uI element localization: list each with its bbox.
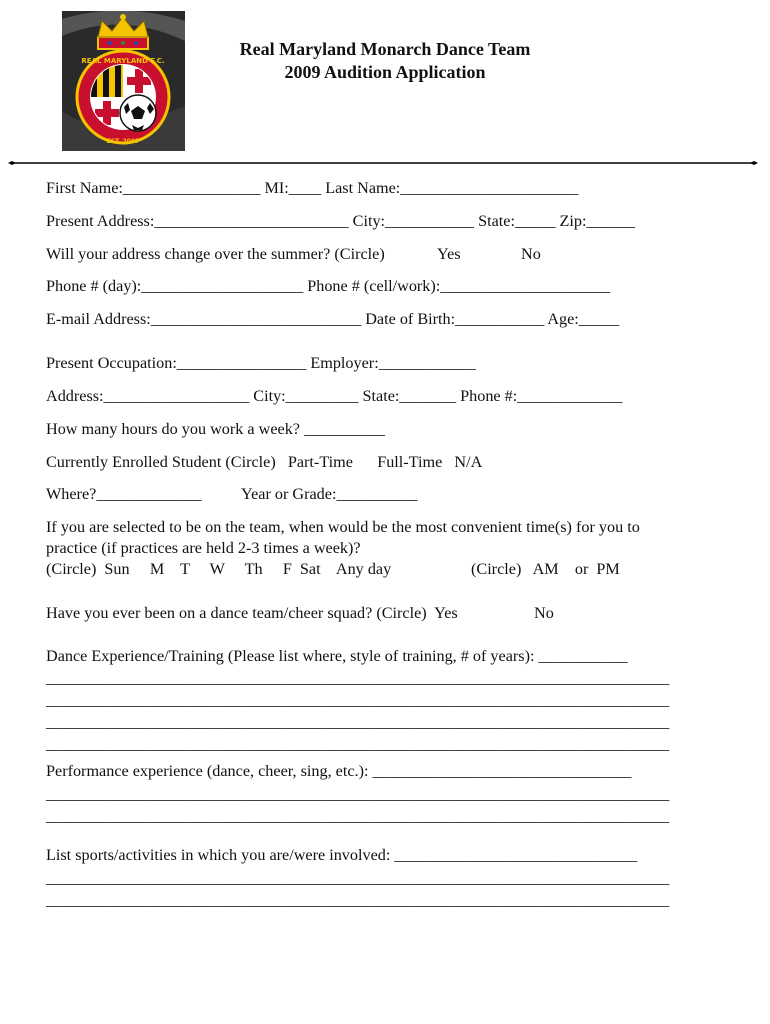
name-fields[interactable]: First Name:_________________ MI:____ Last Name:______________________ bbox=[46, 179, 579, 197]
svg-text:REAL MARYLAND F.C.: REAL MARYLAND F.C. bbox=[81, 57, 165, 65]
title-line-1: Real Maryland Monarch Dance Team bbox=[239, 39, 531, 59]
performance-experience-blank-2[interactable]: _____________________________________________________________________________ bbox=[46, 807, 670, 825]
year-grade-field[interactable]: Year or Grade:__________ bbox=[241, 485, 418, 503]
form-title bbox=[200, 38, 570, 84]
where-field[interactable]: Where?_____________ bbox=[46, 485, 202, 503]
address-change-yes-option[interactable]: Yes bbox=[437, 245, 461, 263]
dance-experience-blank-4[interactable]: _____________________________________________________________________________ bbox=[46, 735, 670, 753]
work-hours-field[interactable]: How many hours do you work a week? __________ bbox=[46, 420, 385, 438]
practice-question-line-1: If you are selected to be on the team, when would be the most convenient time(s) for you to bbox=[46, 518, 640, 536]
performance-experience-blank-1[interactable]: _____________________________________________________________________________ bbox=[46, 785, 670, 803]
occupation-employer-fields[interactable]: Present Occupation:________________ Employer:____________ bbox=[46, 354, 476, 372]
address-change-question bbox=[46, 244, 541, 264]
employer-address-fields[interactable]: Address:__________________ City:_________ State:_______ Phone #:_____________ bbox=[46, 387, 623, 405]
dance-experience-blank-3[interactable]: _____________________________________________________________________________ bbox=[46, 713, 670, 731]
dance-experience-blank-2[interactable]: _____________________________________________________________________________ bbox=[46, 691, 670, 709]
real-maryland-fc-logo bbox=[62, 11, 185, 151]
dance-experience-blank-1[interactable]: _____________________________________________________________________________ bbox=[46, 669, 670, 687]
performance-experience-label[interactable]: Performance experience (dance, cheer, sing, etc.): ________________________________ bbox=[46, 762, 632, 780]
soccer-ball-icon bbox=[120, 95, 156, 131]
header-divider bbox=[8, 161, 758, 165]
svg-text:EST. 2007: EST. 2007 bbox=[106, 138, 140, 145]
practice-day-options[interactable]: (Circle) Sun M T W Th F Sat Any day bbox=[46, 560, 392, 578]
title-line-2: 2009 Audition Application bbox=[284, 62, 486, 82]
address-change-label: Will your address change over the summer? (Circle) bbox=[46, 245, 385, 263]
dance-team-question bbox=[46, 603, 554, 623]
practice-question-line-2: practice (if practices are held 2-3 times a week)? bbox=[46, 539, 361, 557]
practice-time-options bbox=[46, 559, 620, 579]
school-fields bbox=[46, 484, 418, 504]
practice-ampm-options[interactable]: (Circle) AM or PM bbox=[471, 560, 620, 578]
dance-team-label-yes[interactable]: Have you ever been on a dance team/cheer squad? (Circle) Yes bbox=[46, 604, 458, 622]
present-address-fields[interactable]: Present Address:________________________ City:___________ State:_____ Zip:______ bbox=[46, 212, 636, 230]
enrolled-student-options[interactable]: Currently Enrolled Student (Circle) Part-Time Full-Time N/A bbox=[46, 453, 483, 471]
email-dob-age-fields[interactable]: E-mail Address:__________________________ Date of Birth:___________ Age:_____ bbox=[46, 310, 620, 328]
sports-activities-blank-2[interactable]: _____________________________________________________________________________ bbox=[46, 891, 670, 909]
dance-team-no-option[interactable]: No bbox=[534, 604, 554, 622]
phone-fields[interactable]: Phone # (day):____________________ Phone # (cell/work):_____________________ bbox=[46, 277, 611, 295]
address-change-no-option[interactable]: No bbox=[521, 245, 541, 263]
sports-activities-blank-1[interactable]: _____________________________________________________________________________ bbox=[46, 869, 670, 887]
sports-activities-label[interactable]: List sports/activities in which you are/were involved: ______________________________ bbox=[46, 846, 638, 864]
dance-experience-label[interactable]: Dance Experience/Training (Please list where, style of training, # of years): ___________ bbox=[46, 647, 628, 665]
